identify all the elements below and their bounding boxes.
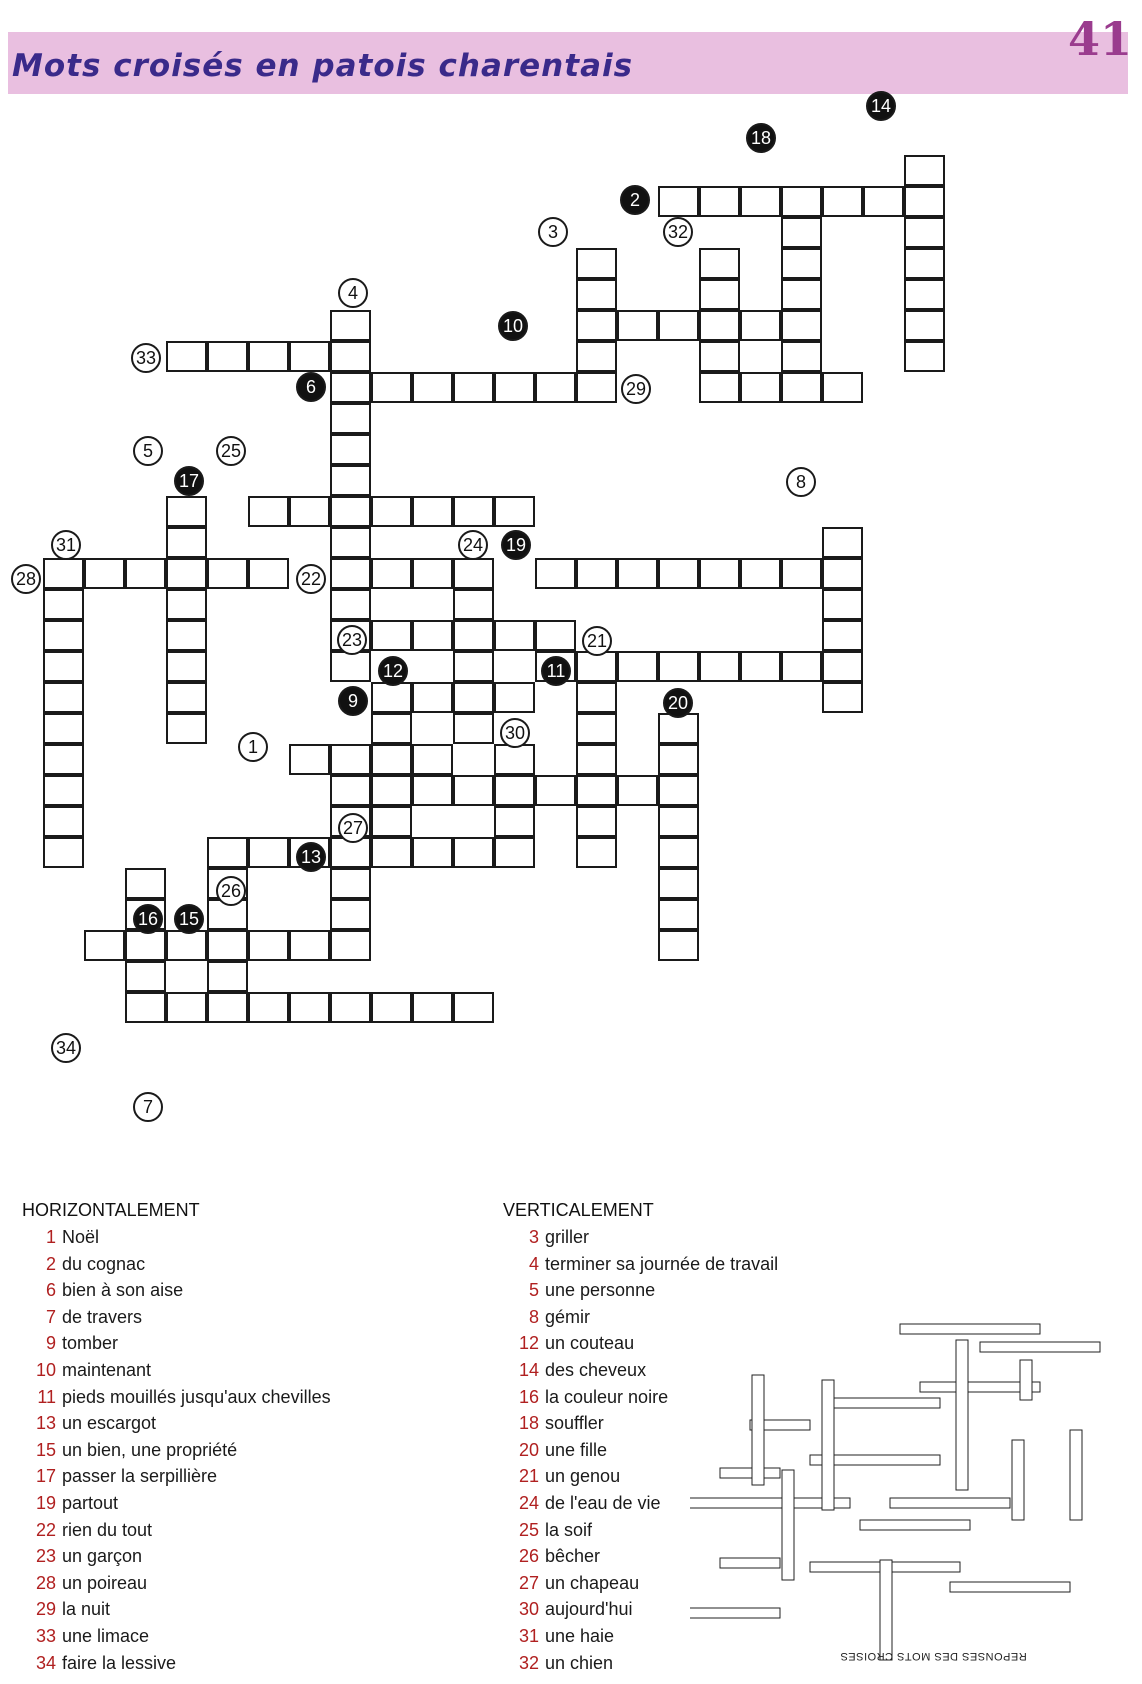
grid-cell[interactable] (576, 837, 617, 868)
grid-cell[interactable] (740, 186, 781, 217)
grid-cell[interactable] (822, 527, 863, 558)
grid-cell[interactable] (289, 930, 330, 961)
clue-text: une haie (545, 1625, 615, 1646)
clue-number: 8 (528, 1306, 539, 1327)
grid-cell[interactable] (166, 651, 207, 682)
grid-cell[interactable] (453, 496, 494, 527)
horizontal-clue-9 (22, 1333, 331, 1360)
grid-cell[interactable] (371, 775, 412, 806)
grid-cell[interactable] (371, 713, 412, 744)
grid-cell[interactable] (453, 837, 494, 868)
clue-number-marker: 19 (501, 530, 531, 560)
grid-cell[interactable] (371, 372, 412, 403)
grid-cell[interactable] (166, 496, 207, 527)
grid-cell[interactable] (330, 558, 371, 589)
clue-text: la couleur noire (545, 1386, 669, 1407)
clue-text: Noël (62, 1227, 100, 1247)
clue-text: un genou (545, 1466, 621, 1487)
clue-number-marker: 18 (746, 123, 776, 153)
grid-cell[interactable] (535, 620, 576, 651)
clue-number: 28 (35, 1572, 56, 1593)
grid-cell[interactable] (781, 279, 822, 310)
grid-cell[interactable] (43, 558, 84, 589)
grid-cell[interactable] (330, 310, 371, 341)
clue-text: une limace (62, 1625, 150, 1646)
grid-cell[interactable] (207, 558, 248, 589)
horizontal-clue-22 (22, 1520, 331, 1547)
grid-cell[interactable] (535, 775, 576, 806)
grid-cell[interactable] (658, 775, 699, 806)
grid-cell[interactable] (289, 992, 330, 1023)
clue-number: 31 (518, 1625, 539, 1646)
grid-cell[interactable] (494, 744, 535, 775)
grid-cell[interactable] (166, 589, 207, 620)
vertical-clue-4 (503, 1254, 778, 1281)
grid-cell[interactable] (43, 806, 84, 837)
clue-number-marker: 32 (663, 217, 693, 247)
grid-cell[interactable] (658, 186, 699, 217)
clue-number-marker: 25 (216, 436, 246, 466)
clue-number: 26 (518, 1546, 539, 1567)
clue-number: 24 (518, 1492, 539, 1513)
grid-cell[interactable] (904, 341, 945, 372)
clue-number: 32 (518, 1652, 539, 1673)
grid-cell[interactable] (166, 930, 207, 961)
grid-cell[interactable] (166, 558, 207, 589)
grid-cell[interactable] (576, 248, 617, 279)
grid-cell[interactable] (43, 589, 84, 620)
grid-cell[interactable] (453, 775, 494, 806)
clue-number: 33 (35, 1625, 56, 1646)
clue-text: un poireau (62, 1572, 148, 1593)
horizontal-clue-11 (22, 1387, 331, 1414)
clue-number-marker: 30 (500, 718, 530, 748)
clue-text: aujourd'hui (545, 1599, 633, 1620)
horizontal-clue-15 (22, 1440, 331, 1467)
grid-cell[interactable] (781, 651, 822, 682)
grid-cell[interactable] (166, 341, 207, 372)
clue-number-marker: 27 (338, 813, 368, 843)
clue-number-marker: 24 (458, 530, 488, 560)
horizontal-clue-19 (22, 1493, 331, 1520)
grid-cell[interactable] (207, 837, 248, 868)
horizontal-clue-10 (22, 1360, 331, 1387)
grid-cell[interactable] (330, 651, 371, 682)
clue-number-marker: 28 (11, 564, 41, 594)
clue-number: 30 (518, 1599, 539, 1620)
grid-cell[interactable] (248, 558, 289, 589)
grid-cell[interactable] (43, 651, 84, 682)
clue-text: gémir (545, 1306, 591, 1327)
clue-number-marker: 5 (133, 436, 163, 466)
grid-cell[interactable] (330, 496, 371, 527)
page-title: Mots croisés en patois charentais (12, 48, 634, 84)
grid-cell[interactable] (166, 527, 207, 558)
grid-cell[interactable] (453, 589, 494, 620)
grid-cell[interactable] (904, 310, 945, 341)
clue-number-marker: 33 (131, 343, 161, 373)
grid-cell[interactable] (371, 558, 412, 589)
clue-number-marker: 7 (133, 1092, 163, 1122)
grid-cell[interactable] (125, 558, 166, 589)
grid-cell[interactable] (863, 186, 904, 217)
grid-cell[interactable] (412, 744, 453, 775)
clue-number: 29 (35, 1599, 56, 1620)
clue-number: 1 (45, 1227, 56, 1247)
grid-cell[interactable] (699, 248, 740, 279)
clue-text: souffler (545, 1413, 604, 1434)
grid-cell[interactable] (371, 496, 412, 527)
grid-cell[interactable] (412, 682, 453, 713)
grid-cell[interactable] (207, 341, 248, 372)
grid-cell[interactable] (330, 775, 371, 806)
clue-text: bien à son aise (62, 1280, 184, 1301)
grid-cell[interactable] (822, 372, 863, 403)
grid-cell[interactable] (576, 713, 617, 744)
horizontal-clue-6 (22, 1280, 331, 1307)
grid-cell[interactable] (699, 279, 740, 310)
grid-cell[interactable] (494, 372, 535, 403)
grid-cell[interactable] (576, 558, 617, 589)
grid-cell[interactable] (248, 930, 289, 961)
grid-cell[interactable] (84, 558, 125, 589)
clue-text: un chapeau (545, 1572, 640, 1593)
clue-text: un couteau (545, 1333, 635, 1354)
grid-cell[interactable] (617, 775, 658, 806)
clue-text: de l'eau de vie (545, 1492, 661, 1513)
clue-number: 11 (37, 1386, 56, 1407)
grid-cell[interactable] (904, 279, 945, 310)
grid-cell[interactable] (781, 558, 822, 589)
page-number: 41 (1067, 12, 1132, 66)
grid-cell[interactable] (699, 310, 740, 341)
clue-number-marker: 8 (786, 467, 816, 497)
grid-cell[interactable] (576, 744, 617, 775)
grid-cell[interactable] (330, 992, 371, 1023)
clue-number-marker: 15 (174, 904, 204, 934)
grid-cell[interactable] (248, 992, 289, 1023)
clue-number-marker: 12 (378, 656, 408, 686)
clue-text: un garçon (62, 1546, 143, 1567)
clue-number: 10 (35, 1359, 56, 1380)
clue-number-marker: 1 (238, 732, 268, 762)
clue-number: 23 (35, 1546, 56, 1567)
grid-cell[interactable] (781, 248, 822, 279)
grid-cell[interactable] (904, 248, 945, 279)
grid-cell[interactable] (658, 744, 699, 775)
grid-cell[interactable] (699, 558, 740, 589)
grid-cell[interactable] (658, 558, 699, 589)
grid-cell[interactable] (371, 620, 412, 651)
grid-cell[interactable] (166, 992, 207, 1023)
clue-text: la soif (545, 1519, 593, 1540)
grid-cell[interactable] (453, 372, 494, 403)
clue-text: maintenant (62, 1359, 152, 1380)
horizontal-clue-33 (22, 1626, 331, 1653)
grid-cell[interactable] (166, 682, 207, 713)
grid-cell[interactable] (658, 651, 699, 682)
grid-cell[interactable] (453, 558, 494, 589)
grid-cell[interactable] (43, 837, 84, 868)
grid-cell[interactable] (658, 310, 699, 341)
grid-cell[interactable] (740, 372, 781, 403)
grid-cell[interactable] (43, 713, 84, 744)
grid-cell[interactable] (535, 372, 576, 403)
grid-cell[interactable] (576, 682, 617, 713)
clue-number: 19 (35, 1492, 56, 1513)
grid-cell[interactable] (822, 620, 863, 651)
horizontal-clue-17 (22, 1466, 331, 1493)
grid-cell[interactable] (84, 930, 125, 961)
grid-cell[interactable] (576, 806, 617, 837)
grid-cell[interactable] (494, 682, 535, 713)
grid-cell[interactable] (330, 589, 371, 620)
grid-cell[interactable] (330, 434, 371, 465)
grid-cell[interactable] (904, 186, 945, 217)
grid-cell[interactable] (699, 341, 740, 372)
grid-cell[interactable] (330, 744, 371, 775)
clue-number: 14 (518, 1359, 539, 1380)
grid-cell[interactable] (330, 372, 371, 403)
horizontal-clue-7 (22, 1307, 331, 1334)
grid-cell[interactable] (453, 992, 494, 1023)
grid-cell[interactable] (412, 775, 453, 806)
grid-cell[interactable] (781, 310, 822, 341)
clue-text: du cognac (62, 1253, 146, 1274)
clue-text: pieds mouillés jusqu'aux chevilles (62, 1386, 331, 1407)
grid-cell[interactable] (330, 868, 371, 899)
grid-cell[interactable] (494, 620, 535, 651)
clue-number-marker: 21 (582, 626, 612, 656)
grid-cell[interactable] (248, 341, 289, 372)
clue-number: 5 (528, 1280, 539, 1301)
grid-cell[interactable] (453, 682, 494, 713)
clue-number: 3 (528, 1227, 539, 1247)
grid-cell[interactable] (125, 868, 166, 899)
grid-cell[interactable] (822, 682, 863, 713)
clue-text: un bien, une propriété (62, 1439, 238, 1460)
grid-cell[interactable] (699, 186, 740, 217)
clue-number: 17 (35, 1466, 56, 1487)
grid-cell[interactable] (43, 620, 84, 651)
grid-cell[interactable] (43, 775, 84, 806)
grid-cell[interactable] (43, 682, 84, 713)
clue-number: 25 (518, 1519, 539, 1540)
grid-cell[interactable] (43, 744, 84, 775)
horizontal-clue-28 (22, 1573, 331, 1600)
grid-cell[interactable] (207, 961, 248, 992)
clue-number-marker: 6 (296, 372, 326, 402)
grid-cell[interactable] (822, 651, 863, 682)
grid-cell[interactable] (740, 310, 781, 341)
vertical-heading: VERTICALEMENT (503, 1200, 654, 1220)
clue-number: 6 (45, 1280, 56, 1301)
grid-cell[interactable] (371, 744, 412, 775)
clue-number: 4 (528, 1253, 539, 1274)
grid-cell[interactable] (453, 713, 494, 744)
grid-cell[interactable] (494, 775, 535, 806)
clue-number: 12 (518, 1333, 539, 1354)
clue-number-marker: 29 (621, 374, 651, 404)
clue-number-marker: 17 (174, 466, 204, 496)
clue-text: un chien (545, 1652, 614, 1673)
grid-cell[interactable] (371, 682, 412, 713)
answer-grid-thumbnail (690, 1320, 1130, 1670)
clue-text: rien du tout (62, 1519, 153, 1540)
clue-number-marker: 11 (541, 656, 571, 686)
clue-number: 13 (35, 1413, 56, 1434)
clue-number: 21 (518, 1466, 539, 1487)
grid-cell[interactable] (207, 930, 248, 961)
clue-number: 2 (45, 1253, 56, 1274)
grid-cell[interactable] (617, 651, 658, 682)
clue-text: la nuit (62, 1599, 111, 1620)
clue-text: terminer sa journée de travail (545, 1253, 779, 1274)
grid-cell[interactable] (658, 930, 699, 961)
grid-cell[interactable] (289, 744, 330, 775)
grid-cell[interactable] (371, 992, 412, 1023)
grid-cell[interactable] (412, 992, 453, 1023)
grid-cell[interactable] (330, 465, 371, 496)
clue-number-marker: 23 (337, 625, 367, 655)
clue-number-marker: 14 (866, 91, 896, 121)
clue-text: une personne (545, 1280, 656, 1301)
grid-cell[interactable] (576, 279, 617, 310)
grid-cell[interactable] (125, 961, 166, 992)
grid-cell[interactable] (494, 837, 535, 868)
clue-number-marker: 13 (296, 842, 326, 872)
clue-text: tomber (62, 1333, 119, 1354)
clue-text: faire la lessive (62, 1652, 177, 1673)
clue-number-marker: 26 (216, 876, 246, 906)
horizontal-clue-1 (22, 1227, 331, 1254)
grid-cell[interactable] (166, 620, 207, 651)
grid-cell[interactable] (904, 155, 945, 186)
clue-number-marker: 20 (663, 688, 693, 718)
grid-cell[interactable] (658, 806, 699, 837)
grid-cell[interactable] (330, 403, 371, 434)
grid-cell[interactable] (576, 775, 617, 806)
clue-number: 34 (35, 1652, 56, 1673)
clue-number-marker: 9 (338, 686, 368, 716)
horizontal-clue-23 (22, 1546, 331, 1573)
clue-text: une fille (545, 1439, 608, 1460)
grid-cell[interactable] (658, 837, 699, 868)
grid-cell[interactable] (576, 310, 617, 341)
clue-number-marker: 4 (338, 278, 368, 308)
grid-cell[interactable] (330, 527, 371, 558)
vertical-clue-5 (503, 1280, 778, 1307)
answers-caption: REPONSES DES MOTS CROISES (840, 1650, 1027, 1662)
grid-cell[interactable] (576, 341, 617, 372)
grid-cell[interactable] (740, 651, 781, 682)
grid-cell[interactable] (207, 992, 248, 1023)
clue-number: 15 (35, 1439, 56, 1460)
clue-text: un escargot (62, 1413, 157, 1434)
grid-cell[interactable] (289, 496, 330, 527)
grid-cell[interactable] (740, 558, 781, 589)
grid-cell[interactable] (699, 651, 740, 682)
horizontal-clue-2 (22, 1254, 331, 1281)
grid-cell[interactable] (412, 558, 453, 589)
grid-cell[interactable] (781, 341, 822, 372)
grid-cell[interactable] (412, 620, 453, 651)
grid-cell[interactable] (412, 837, 453, 868)
grid-cell[interactable] (822, 589, 863, 620)
grid-cell[interactable] (494, 806, 535, 837)
clue-text: des cheveux (545, 1359, 647, 1380)
horizontal-heading: HORIZONTALEMENT (22, 1200, 200, 1220)
grid-cell[interactable] (658, 899, 699, 930)
horizontal-clue-34 (22, 1653, 331, 1680)
grid-cell[interactable] (699, 372, 740, 403)
grid-cell[interactable] (576, 372, 617, 403)
grid-cell[interactable] (535, 558, 576, 589)
clue-text: de travers (62, 1306, 143, 1327)
horizontal-clue-13 (22, 1413, 331, 1440)
grid-cell[interactable] (453, 651, 494, 682)
clue-number: 27 (518, 1572, 539, 1593)
grid-cell[interactable] (330, 341, 371, 372)
grid-cell[interactable] (371, 806, 412, 837)
clue-text: bêcher (545, 1546, 601, 1567)
grid-cell[interactable] (166, 713, 207, 744)
grid-cell[interactable] (617, 310, 658, 341)
clue-text: partout (62, 1492, 119, 1513)
clue-number: 20 (518, 1439, 539, 1460)
clue-number-marker: 2 (620, 185, 650, 215)
clue-number: 22 (35, 1519, 56, 1540)
grid-cell[interactable] (289, 341, 330, 372)
horizontal-clue-29 (22, 1599, 331, 1626)
grid-cell[interactable] (330, 899, 371, 930)
grid-cell[interactable] (781, 372, 822, 403)
grid-cell[interactable] (781, 217, 822, 248)
grid-cell[interactable] (125, 992, 166, 1023)
grid-cell[interactable] (822, 558, 863, 589)
grid-cell[interactable] (248, 837, 289, 868)
horizontal-clues (22, 1200, 331, 1679)
clue-number-marker: 31 (51, 530, 81, 560)
clue-number-marker: 10 (498, 311, 528, 341)
grid-cell[interactable] (494, 496, 535, 527)
grid-cell[interactable] (125, 930, 166, 961)
grid-cell[interactable] (248, 496, 289, 527)
clue-number: 16 (518, 1386, 539, 1407)
clue-text: griller (545, 1227, 590, 1247)
grid-cell[interactable] (371, 837, 412, 868)
clue-number: 9 (45, 1333, 56, 1354)
clue-number: 18 (518, 1413, 539, 1434)
clue-number-marker: 16 (133, 904, 163, 934)
grid-cell[interactable] (617, 558, 658, 589)
grid-cell[interactable] (412, 372, 453, 403)
grid-cell[interactable] (658, 868, 699, 899)
grid-cell[interactable] (904, 217, 945, 248)
grid-cell[interactable] (453, 620, 494, 651)
clue-text: passer la serpillière (62, 1466, 218, 1487)
grid-cell[interactable] (330, 930, 371, 961)
clue-number-marker: 34 (51, 1033, 81, 1063)
grid-cell[interactable] (781, 186, 822, 217)
grid-cell[interactable] (822, 186, 863, 217)
vertical-clue-3 (503, 1227, 778, 1254)
clue-number-marker: 22 (296, 564, 326, 594)
grid-cell[interactable] (412, 496, 453, 527)
clue-number-marker: 3 (538, 217, 568, 247)
clue-number: 7 (45, 1306, 56, 1327)
